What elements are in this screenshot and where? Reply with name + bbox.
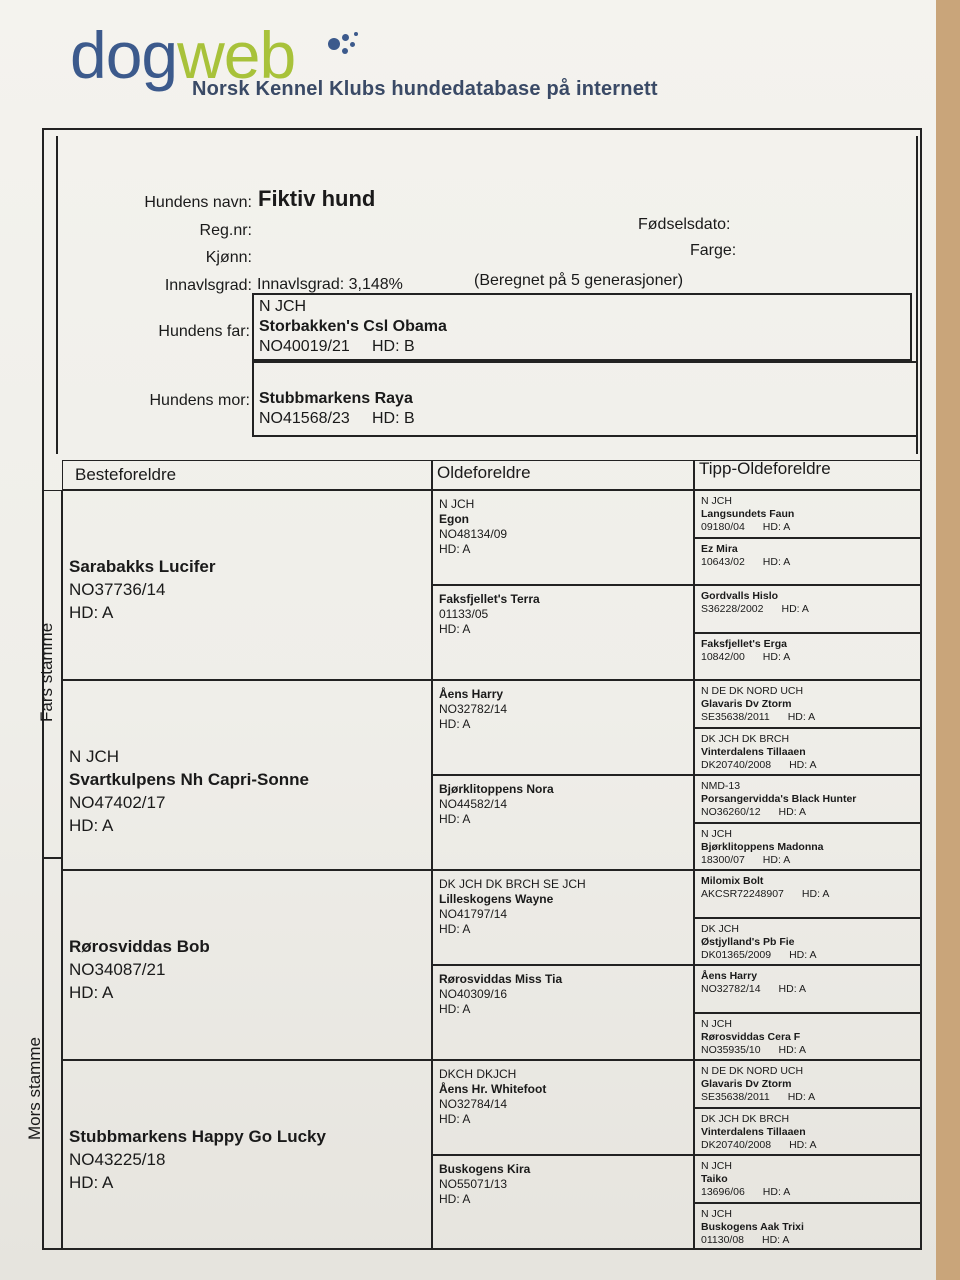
logo-web-text: web: [177, 18, 296, 92]
greatgreatgrandparent-cell: [694, 870, 922, 918]
grandparent-hd: HD: A: [69, 1173, 114, 1192]
greatgrandparent-cell: [432, 1155, 694, 1250]
pedigree-grid: [25, 460, 922, 1250]
greatgreatgrandparent-reg: 01130/08: [701, 1233, 745, 1246]
greatgreatgrandparent-reg: 18300/07: [701, 853, 745, 866]
greatgrandparent-name: Rørosviddas Miss Tia: [439, 972, 563, 986]
greatgrandparent-hd: HD: A: [439, 542, 471, 556]
greatgrandparent-hd: HD: A: [439, 717, 471, 731]
greatgreatgrandparent-title: N JCH: [701, 1207, 732, 1220]
mother-side-cell: [42, 858, 62, 1250]
greatgreatgrandparent-hd: HD: A: [762, 555, 791, 568]
greatgreatgrandparent-reg: 10842/00: [701, 650, 745, 663]
dog-name: Fiktiv hund: [258, 186, 376, 211]
greatgreatgrandparent-reg: 10643/02: [701, 555, 745, 568]
greatgreatgrandparent-title: N JCH: [701, 827, 732, 840]
greatgreatgrandparent-cell: [694, 1060, 922, 1108]
greatgrandparent-title: DK JCH DK BRCH SE JCH: [439, 877, 586, 891]
greatgrandparent-reg: NO48134/09: [439, 527, 508, 541]
name-label: Hundens navn:: [144, 194, 252, 211]
greatgrandparent-reg: NO32782/14: [439, 702, 508, 716]
greatgrandparent-name: Faksfjellet's Terra: [439, 592, 540, 606]
greatgrandparent-reg: NO41797/14: [439, 907, 508, 921]
greatgrandparent-hd: HD: A: [439, 1002, 471, 1016]
greatgrandparent-hd: HD: A: [439, 1112, 471, 1126]
greatgreatgrandparent-hd: HD: A: [801, 888, 830, 900]
greatgrandparent-cell: [432, 775, 694, 870]
grandparent-hd: HD: A: [69, 603, 114, 622]
greatgreatgrandparent-cell: [694, 538, 922, 586]
greatgreatgrandparent-name: Faksfjellet's Erga: [701, 637, 787, 650]
greatgreatgrandparent-name: Langsundets Faun: [701, 508, 795, 520]
greatgreatgrandparent-name: Rørosviddas Cera F: [701, 1030, 801, 1043]
greatgreatgrandparent-hd: HD: A: [778, 983, 806, 995]
grandparent-name: Svartkulpens Nh Capri-Sonne: [69, 770, 309, 789]
header-grandparents-cell: [62, 460, 432, 490]
father-hd: HD: B: [371, 338, 415, 355]
mother-reg: NO41568/23: [259, 410, 350, 427]
header-greatgreatgrandparents-cell: [694, 460, 922, 490]
greatgreatgrandparent-cell: [694, 1155, 922, 1203]
greatgreatgrandparent-title: N JCH: [701, 495, 732, 507]
inbreeding-value: Innavlsgrad: 3,148%: [257, 276, 403, 293]
greatgreatgrandparent-cell: [694, 1013, 922, 1061]
greatgreatgrandparent-cell: [694, 490, 922, 538]
greatgreatgrandparent-hd: HD: A: [762, 1186, 791, 1198]
greatgrandparent-reg: 01133/05: [439, 607, 489, 621]
greatgreatgrandparent-cell: [694, 633, 922, 681]
logo-dog-text: dog: [70, 18, 178, 92]
header-grandparents: Besteforeldre: [75, 465, 177, 484]
greatgreatgrandparent-name: Østjylland's Pb Fie: [701, 935, 795, 948]
grandparent-name: Sarabakks Lucifer: [69, 557, 216, 576]
greatgreatgrandparent-title: N JCH: [701, 1160, 732, 1172]
header-greatgrandparents: Oldeforeldre: [437, 463, 531, 482]
greatgreatgrandparent-hd: HD: A: [789, 758, 817, 771]
father-lineage-label: Fars stamme: [37, 622, 56, 722]
mother-name: Stubbmarkens Raya: [259, 390, 413, 407]
greatgrandparent-reg: NO32784/14: [439, 1097, 508, 1111]
grandparent-cell: [62, 490, 432, 680]
grandparent-name: Stubbmarkens Happy Go Lucky: [69, 1127, 326, 1146]
grandparent-name: Rørosviddas Bob: [69, 937, 210, 956]
grandparent-hd: HD: A: [69, 983, 114, 1002]
greatgrandparent-cell: [432, 1060, 694, 1155]
greatgreatgrandparent-name: Bjørklitoppens Madonna: [701, 840, 824, 853]
greatgrandparent-cell: [432, 870, 694, 965]
greatgreatgrandparent-title: DK JCH DK BRCH: [701, 732, 790, 745]
greatgreatgrandparent-cell: [694, 823, 922, 871]
greatgreatgrandparent-reg: SE35638/2011: [701, 711, 770, 723]
grandparent-title: N JCH: [69, 747, 120, 766]
header-greatgreatgrandparents: Tipp-Oldeforeldre: [699, 460, 831, 478]
greatgrandparent-name: Bjørklitoppens Nora: [439, 782, 554, 796]
logo-dots-icon: [324, 30, 364, 60]
father-reg: NO40019/21: [259, 338, 350, 355]
grandparent-reg: NO37736/14: [69, 580, 166, 599]
greatgreatgrandparent-name: Milomix Bolt: [701, 875, 764, 887]
greatgreatgrandparent-title: DK JCH DK BRCH: [701, 1112, 790, 1125]
color-label: Farge:: [690, 242, 737, 259]
greatgreatgrandparent-reg: NO35935/10: [701, 1043, 761, 1056]
inbreeding-note: (Beregnet på 5 generasjoner): [474, 272, 684, 289]
grandparent-reg: NO47402/17: [69, 793, 166, 812]
grandparent-cell: [62, 870, 432, 1060]
greatgrandparent-reg: NO55071/13: [439, 1177, 508, 1191]
greatgreatgrandparent-reg: 13696/06: [701, 1186, 745, 1198]
grandparent-cell: [62, 680, 432, 870]
greatgrandparent-hd: HD: A: [439, 1192, 471, 1206]
greatgreatgrandparent-name: Glavaris Dv Ztorm: [701, 698, 792, 710]
regnr-label: Reg.nr:: [199, 222, 252, 239]
greatgreatgrandparent-hd: HD: A: [781, 603, 809, 615]
greatgreatgrandparent-cell: [694, 585, 922, 633]
greatgreatgrandparent-name: Ez Mira: [701, 542, 738, 555]
greatgrandparent-cell: [432, 490, 694, 585]
greatgrandparent-cell: [432, 680, 694, 775]
greatgreatgrandparent-title: N DE DK NORD UCH: [701, 685, 804, 697]
greatgreatgrandparent-title: N JCH: [701, 1017, 732, 1030]
greatgrandparent-title: N JCH: [439, 497, 475, 511]
greatgreatgrandparent-hd: HD: A: [778, 806, 806, 818]
grandparent-hd: HD: A: [69, 816, 114, 835]
greatgreatgrandparent-reg: NO32782/14: [701, 983, 761, 995]
greatgreatgrandparent-reg: DK20740/2008: [701, 758, 772, 771]
greatgreatgrandparent-title: DK JCH: [701, 922, 739, 935]
greatgrandparent-hd: HD: A: [439, 812, 471, 826]
father-title: N JCH: [259, 298, 307, 315]
greatgreatgrandparent-reg: DK20740/2008: [701, 1138, 772, 1151]
greatgreatgrandparent-title: N DE DK NORD UCH: [701, 1065, 804, 1077]
father-label: Hundens far:: [158, 323, 250, 340]
greatgreatgrandparent-name: Vinterdalens Tillaaen: [701, 1125, 806, 1138]
father-name: Storbakken's Csl Obama: [259, 318, 447, 335]
greatgreatgrandparent-name: Gordvalls Hislo: [701, 590, 779, 602]
greatgrandparent-hd: HD: A: [439, 922, 471, 936]
greatgreatgrandparent-cell: [694, 775, 922, 823]
inbreeding-label: Innavlsgrad:: [164, 277, 252, 294]
greatgreatgrandparent-hd: HD: A: [789, 1138, 817, 1151]
greatgrandparent-name: Buskogens Kira: [439, 1162, 531, 1176]
greatgreatgrandparent-name: Åens Harry: [701, 970, 758, 982]
mother-label: Hundens mor:: [149, 392, 250, 409]
greatgreatgrandparent-cell: [694, 1108, 922, 1156]
greatgrandparent-title: DKCH DKJCH: [439, 1067, 517, 1081]
greatgreatgrandparent-hd: HD: A: [787, 711, 816, 723]
tagline: Norsk Kennel Klubs hundedatabase på internett: [192, 78, 658, 100]
greatgreatgrandparent-hd: HD: A: [762, 650, 791, 663]
greatgrandparent-hd: HD: A: [439, 622, 471, 636]
mother-lineage-label: Mors stamme: [25, 1037, 44, 1140]
greatgreatgrandparent-hd: HD: A: [789, 948, 817, 961]
greatgreatgrandparent-name: Porsangervidda's Black Hunter: [701, 793, 857, 805]
mother-hd: HD: B: [371, 410, 415, 427]
greatgrandparent-name: Åens Harry: [439, 687, 504, 701]
greatgreatgrandparent-name: Vinterdalens Tillaaen: [701, 745, 806, 758]
greatgreatgrandparent-hd: HD: A: [762, 1233, 790, 1246]
greatgrandparent-name: Egon: [439, 512, 469, 526]
grandparent-cell: [62, 1060, 432, 1250]
greatgreatgrandparent-reg: SE35638/2011: [701, 1091, 770, 1103]
greatgreatgrandparent-name: Taiko: [701, 1173, 728, 1185]
greatgreatgrandparent-cell: [694, 918, 922, 966]
mother-box: [252, 361, 918, 437]
greatgreatgrandparent-reg: S36228/2002: [701, 603, 764, 615]
birthdate-label: Fødselsdato:: [638, 216, 731, 233]
greatgreatgrandparent-hd: HD: A: [762, 853, 791, 866]
greatgreatgrandparent-hd: HD: A: [762, 521, 791, 533]
greatgreatgrandparent-cell: [694, 1203, 922, 1251]
header-greatgrandparents-cell: [432, 460, 694, 490]
greatgreatgrandparent-cell: [694, 728, 922, 776]
father-box: [252, 293, 912, 361]
grandparent-reg: NO34087/21: [69, 960, 166, 979]
greatgreatgrandparent-name: Glavaris Dv Ztorm: [701, 1078, 792, 1090]
greatgrandparent-name: Åens Hr. Whitefoot: [439, 1082, 547, 1096]
greatgrandparent-name: Lilleskogens Wayne: [439, 892, 554, 906]
sex-label: Kjønn:: [205, 249, 252, 266]
greatgreatgrandparent-hd: HD: A: [778, 1043, 806, 1056]
greatgrandparent-reg: NO40309/16: [439, 987, 508, 1001]
greatgrandparent-reg: NO44582/14: [439, 797, 508, 811]
greatgrandparent-cell: [432, 965, 694, 1060]
greatgreatgrandparent-reg: 09180/04: [701, 521, 745, 533]
greatgreatgrandparent-reg: DK01365/2009: [701, 948, 772, 961]
greatgreatgrandparent-reg: NO36260/12: [701, 806, 761, 818]
greatgreatgrandparent-cell: [694, 680, 922, 728]
greatgreatgrandparent-reg: AKCSR72248907: [701, 888, 784, 900]
greatgreatgrandparent-name: Buskogens Aak Trixi: [701, 1220, 804, 1233]
grandparent-reg: NO43225/18: [69, 1150, 166, 1169]
greatgreatgrandparent-title: NMD-13: [701, 780, 741, 792]
greatgreatgrandparent-hd: HD: A: [787, 1091, 816, 1103]
greatgrandparent-cell: [432, 585, 694, 680]
greatgreatgrandparent-cell: [694, 965, 922, 1013]
